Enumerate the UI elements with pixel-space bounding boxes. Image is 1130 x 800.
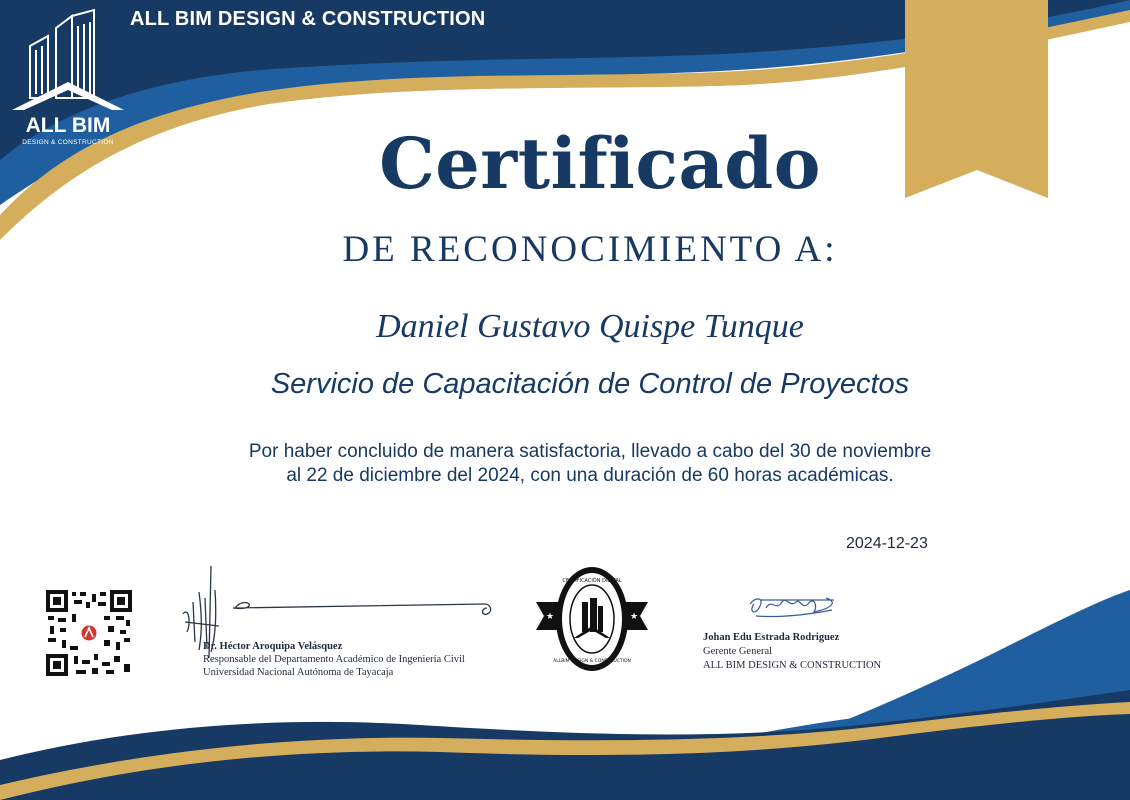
certificate-subtitle: DE RECONOCIMIENTO A: <box>342 229 838 270</box>
signatory-2-role: Gerente General <box>703 646 773 657</box>
qr-code-icon[interactable] <box>46 590 132 676</box>
signatory-1-role: Responsable del Departamento Académico de Ingeniería Civil <box>203 654 465 665</box>
signatory-1-name: Dr. Héctor Aroquipa Velásquez <box>203 641 343 652</box>
svg-text:★: ★ <box>629 611 639 621</box>
signatory-2-name: Johan Edu Estrada Rodriguez <box>703 632 840 643</box>
brand-name: ALL BIM DESIGN & CONSTRUCTION <box>130 8 486 30</box>
seal-icon <box>536 564 648 674</box>
certificate-title: Certificado <box>379 122 821 205</box>
description-line-1: Por haber concluido de manera satisfactoria, llevado a cabo del 30 de noviembre <box>248 441 932 462</box>
issue-date: 2024-12-23 <box>846 535 928 552</box>
description-line-2: al 22 de diciembre del 2024, con una duración de 60 horas académicas. <box>286 465 894 486</box>
logo-title: ALL BIM <box>25 114 111 137</box>
signature-johan <box>742 586 842 626</box>
signatory-1-organization: Universidad Nacional Autónoma de Tayacaja <box>203 667 394 678</box>
signatory-2-organization: ALL BIM DESIGN & CONSTRUCTION <box>703 660 882 671</box>
signatory-1-block <box>203 640 465 679</box>
svg-text:★: ★ <box>545 611 555 621</box>
logo-subtitle: DESIGN & CONSTRUCTION <box>22 139 114 146</box>
signatory-2-block <box>703 631 881 673</box>
building-logo-icon <box>8 6 128 114</box>
course-name: Servicio de Capacitación de Control de Proyectos <box>270 368 910 400</box>
recipient-name: Daniel Gustavo Quispe Tunque <box>376 308 804 345</box>
svg-text:ALLBIM DESIGN & CONSTRUCTION: ALLBIM DESIGN & CONSTRUCTION <box>553 659 631 664</box>
certificate-description <box>0 440 1130 488</box>
svg-text:CERTIFICACIÓN DIGITAL: CERTIFICACIÓN DIGITAL <box>562 578 622 584</box>
